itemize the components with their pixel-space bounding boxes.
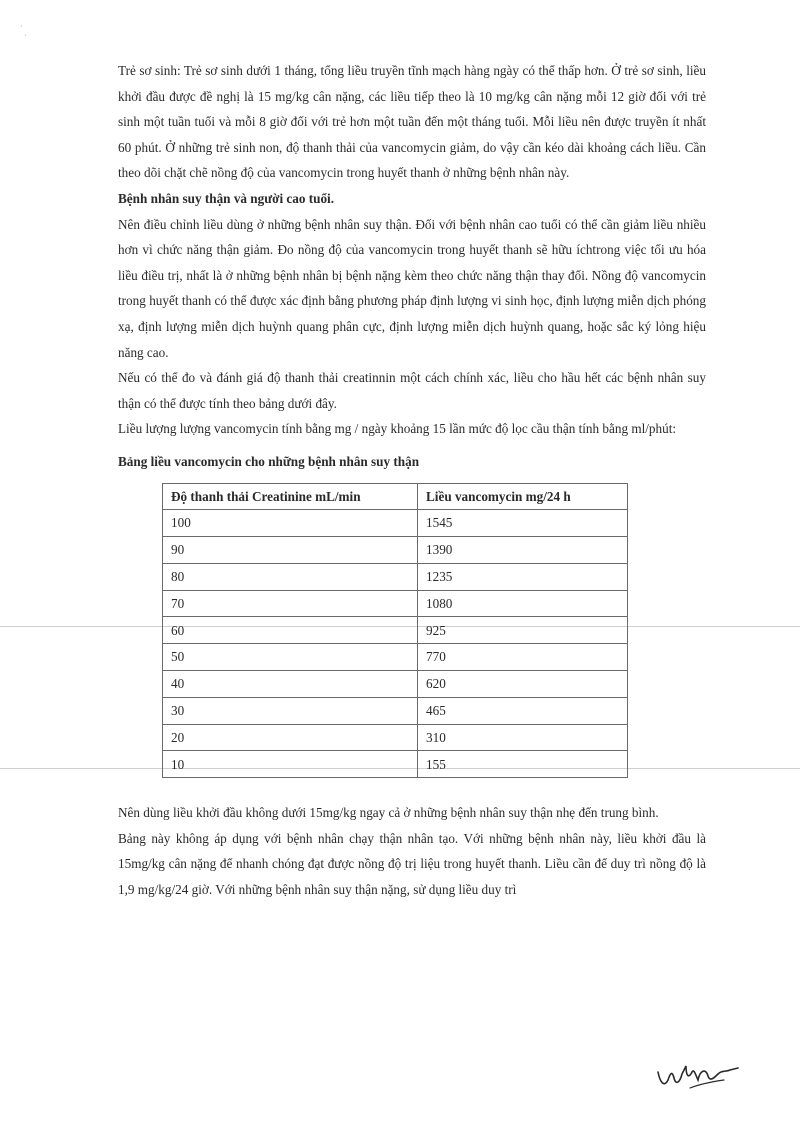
table-cell-clearance: 80 bbox=[163, 563, 418, 590]
table-cell-clearance: 30 bbox=[163, 697, 418, 724]
table-row bbox=[163, 724, 628, 751]
scan-specks: · · bbox=[20, 22, 27, 40]
table-cell-dose: 310 bbox=[418, 724, 628, 751]
table-cell-dose: 620 bbox=[418, 671, 628, 698]
paragraph-renal-adjustment: Nên điều chỉnh liều dùng ở những bệnh nhân suy thận. Đối với bệnh nhân cao tuổi có thể cần giảm liều nhiều hơn vì chức năng thận giảm. Đo nồng độ của vancomycin trong huyết thanh sẽ hữu íchtrong việc tối ưu hóa liều điều trị, nhất là ở những bệnh nhân bị bệnh nặng kèm theo chức năng thận thay đổi. Nồng độ vancomycin trong huyết thanh có thể được xác định bằng phương pháp định lượng vi sinh học, định lượng miễn dịch phóng xạ, định lượng miễn dịch huỳnh quang phân cực, định lượng miễn dịch huỳnh quang, hoặc sắc ký lỏng hiệu năng cao. bbox=[118, 216, 706, 360]
paragraph-loading-dose: Nên dùng liều khởi đầu không dưới 15mg/kg ngay cả ở những bệnh nhân suy thận nhẹ đến trung bình. bbox=[118, 805, 659, 821]
table-cell-clearance: 50 bbox=[163, 644, 418, 671]
table-cell-clearance: 60 bbox=[163, 617, 418, 644]
table-row bbox=[163, 590, 628, 617]
table-row bbox=[163, 644, 628, 671]
table-cell-clearance: 40 bbox=[163, 671, 418, 698]
table-cell-dose: 1080 bbox=[418, 590, 628, 617]
paragraph-dialysis: Bảng này không áp dụng với bệnh nhân chạy thận nhân tạo. Với những bệnh nhân này, liều khởi đầu là 15mg/kg cân nặng để nhanh chóng đạt được nồng độ trị liệu trong huyết thanh. Liều cần để duy trì nồng độ là 1,9 mg/kg/24 giờ. Với những bệnh nhân suy thận nặng, sử dụng liều duy trì bbox=[118, 830, 706, 898]
table-header-clearance: Độ thanh thải Creatinine mL/min bbox=[163, 483, 418, 510]
table-cell-clearance: 70 bbox=[163, 590, 418, 617]
table-row bbox=[163, 537, 628, 564]
table-cell-dose: 1545 bbox=[418, 510, 628, 537]
table-cell-clearance: 90 bbox=[163, 537, 418, 564]
section-heading: Bệnh nhân suy thận và người cao tuổi. bbox=[118, 190, 335, 206]
table-cell-clearance: 10 bbox=[163, 751, 418, 778]
table-cell-clearance: 100 bbox=[163, 510, 418, 537]
document-page bbox=[118, 58, 706, 903]
table-cell-dose: 465 bbox=[418, 697, 628, 724]
table-cell-clearance: 20 bbox=[163, 724, 418, 751]
paragraph-neonates: Trẻ sơ sinh: Trẻ sơ sinh dưới 1 tháng, tổng liều truyền tĩnh mạch hàng ngày có thể thấp hơn. Ở trẻ sơ sinh, liều khởi đầu được đề nghị là 15 mg/kg cân nặng, các liều tiếp theo là 10 mg/kg cân nặng mỗi 12 giờ đối với trẻ sinh một tuần tuổi và mỗi 8 giờ đối với trẻ hơn một tuần đến một tháng tuổi. Mỗi liều nên được truyền ít nhất 60 phút. Ở những trẻ sinh non, độ thanh thải của vancomycin giảm, do vậy cần kéo dài khoảng cách liều. Cần theo dõi chặt chẽ nồng độ của vancomycin trong huyết thanh ở những bệnh nhân này. bbox=[118, 63, 706, 181]
dose-table bbox=[162, 483, 628, 779]
table-cell-dose: 155 bbox=[418, 751, 628, 778]
table-row bbox=[163, 510, 628, 537]
handwritten-signature bbox=[652, 1058, 742, 1094]
table-row bbox=[163, 671, 628, 698]
table-row bbox=[163, 617, 628, 644]
table-header-dose: Liều vancomycin mg/24 h bbox=[418, 483, 628, 510]
table-cell-dose: 1390 bbox=[418, 537, 628, 564]
table-row bbox=[163, 697, 628, 724]
paragraph-dose-formula: Liều lượng lượng vancomycin tính bằng mg / ngày khoảng 15 lần mức độ lọc cầu thận tính bằng ml/phút: bbox=[118, 421, 677, 437]
paragraph-creatinine-clearance: Nếu có thể đo và đánh giá độ thanh thải creatinnin một cách chính xác, liều cho hầu hết các bệnh nhân suy thận có thể được tính theo bảng dưới đây. bbox=[118, 370, 706, 411]
table-cell-dose: 925 bbox=[418, 617, 628, 644]
table-row bbox=[163, 751, 628, 778]
table-title: Bảng liều vancomycin cho những bệnh nhân suy thận bbox=[118, 453, 420, 469]
table-cell-dose: 770 bbox=[418, 644, 628, 671]
table-cell-dose: 1235 bbox=[418, 563, 628, 590]
table-header-row bbox=[163, 483, 628, 510]
table-row bbox=[163, 563, 628, 590]
